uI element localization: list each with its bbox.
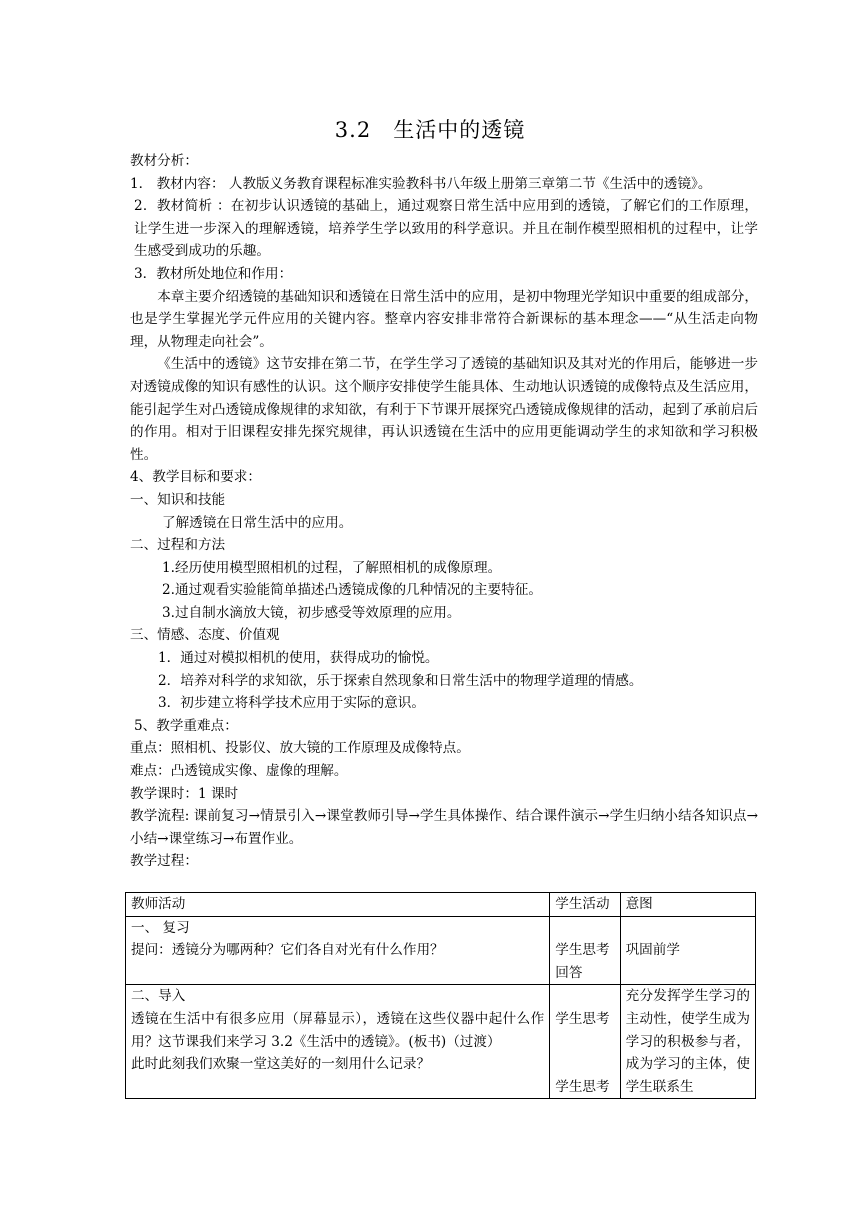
- table-cell: [550, 916, 620, 985]
- list-item: 2．培养对科学的求知欲，乐于探索自然现象和日常生活中的物理学道理的情感。: [158, 672, 643, 689]
- section-heading: 教学过程：: [130, 853, 198, 870]
- list-item: 3．初步建立将科学技术应用于实际的意识。: [158, 695, 425, 712]
- subsection-heading: 二、过程和方法: [130, 537, 226, 554]
- list-item: 2.通过观看实验能简单描述凸透镜成像的几种情况的主要特征。: [162, 582, 542, 599]
- section-heading: 教材分析：: [130, 153, 198, 169]
- paragraph: 《生活中的透镜》这节安排在第二节，在学生学习了透镜的基础知识及其对光的作用后，能够进一步对透镜成像的知识有感性的认识。这个顺序安排使学生能具体、生动地认识透镜的成像特点及生活应用，能引起学生对凸透镜成像规律的求知欲，有利于下节课开展探究凸透镜成像规律的活动，起到了承前启后的作用。相对于旧课程安排先探究规律，再认识透镜在生活中的应用更能调动学生的求知欲和学习积极性。: [130, 356, 758, 463]
- document-body: [130, 150, 758, 873]
- cell-text: 透镜在生活中有很多应用（屏幕显示），透镜在这些仪器中起什么作用？这节课我们来学习 3.2《生活中的透镜》。(板书)（过渡）: [131, 1010, 545, 1050]
- column-header: 意图: [620, 893, 755, 917]
- cell-text: 此时此刻我们欢聚一堂这美好的一刻用什么记录？: [131, 1056, 431, 1073]
- paragraph: 教学流程: 课前复习→情景引入→课堂教师引导→学生具体操作、结合课件演示→学生归纳小结各知识点→小结→课堂练习→布置作业。: [130, 808, 758, 847]
- paragraph: 本章主要介绍透镜的基础知识和透镜在日常生活中的应用，是初中物理光学知识中重要的组成部分，也是学生掌握光学元件应用的关键内容。整章内容安排非常符合新课标的基本理念——“从生活走向物理，从物理走向社会”。: [130, 288, 758, 350]
- list-item: 3.过自制水滴放大镜，初步感受等效原理的应用。: [162, 604, 461, 621]
- table-row: [126, 916, 756, 985]
- table-cell: [126, 985, 550, 1099]
- cell-heading: 二、导入: [131, 988, 186, 1005]
- column-header: 学生活动: [550, 893, 620, 917]
- section-heading: 3．教材所处地位和作用：: [134, 265, 293, 282]
- cell-text: 巩固前学: [625, 942, 680, 959]
- section-heading: 4、教学目标和要求：: [130, 469, 261, 486]
- paragraph: 教学课时：1 课时: [130, 785, 239, 802]
- column-header: 教师活动: [126, 893, 550, 917]
- cell-text: 学生思考回答: [555, 942, 610, 981]
- list-item: 1.经历使用模型照相机的过程，了解照相机的成像原理。: [162, 559, 502, 576]
- cell-text: 学生思考: [555, 1010, 610, 1027]
- paragraph: 2．教材简析 ：在初步认识透镜的基础上，通过观察日常生活中应用到的透镜，了解它们的工作原理，让学生进一步深入的理解透镜，培养学生学以致用的科学意识。并且在制作模型照相机的过程中，让学生感受到成功的乐趣。: [134, 198, 758, 260]
- cell-text: 学生思考: [555, 1078, 610, 1095]
- table-cell: [620, 985, 755, 1099]
- section-heading: 5、教学重难点：: [134, 717, 238, 734]
- lesson-table: [125, 892, 756, 1099]
- table-cell: [126, 916, 550, 985]
- cell-text: 充分发挥学生学习的主动性，使学生成为学习的积极参与者，成为学习的主体，使学生联系生: [625, 988, 750, 1095]
- cell-text: 提问：透镜分为哪两种？它们各自对光有什么作用？: [131, 942, 444, 959]
- subsection-heading: 三、情感、态度、价值观: [130, 627, 280, 644]
- list-item: 1．通过对模拟相机的使用，获得成功的愉悦。: [158, 650, 439, 667]
- paragraph: 1． 教材内容： 人教版义务教育课程标准实验教科书八年级上册第三章第二节《生活中的透镜》。: [130, 175, 712, 192]
- table-header-row: [126, 893, 756, 917]
- table-cell: [550, 985, 620, 1099]
- subsection-heading: 一、知识和技能: [130, 491, 226, 508]
- page-title: 3.2 生活中的透镜: [334, 118, 526, 142]
- list-item: 了解透镜在日常生活中的应用。: [162, 514, 353, 531]
- table-cell: [620, 916, 755, 985]
- table-row: [126, 985, 756, 1099]
- cell-heading: 一、 复习: [131, 919, 190, 936]
- paragraph: 难点：凸透镜成实像、虚像的理解。: [130, 763, 348, 780]
- paragraph: 重点：照相机、投影仪、放大镜的工作原理及成像特点。: [130, 740, 470, 757]
